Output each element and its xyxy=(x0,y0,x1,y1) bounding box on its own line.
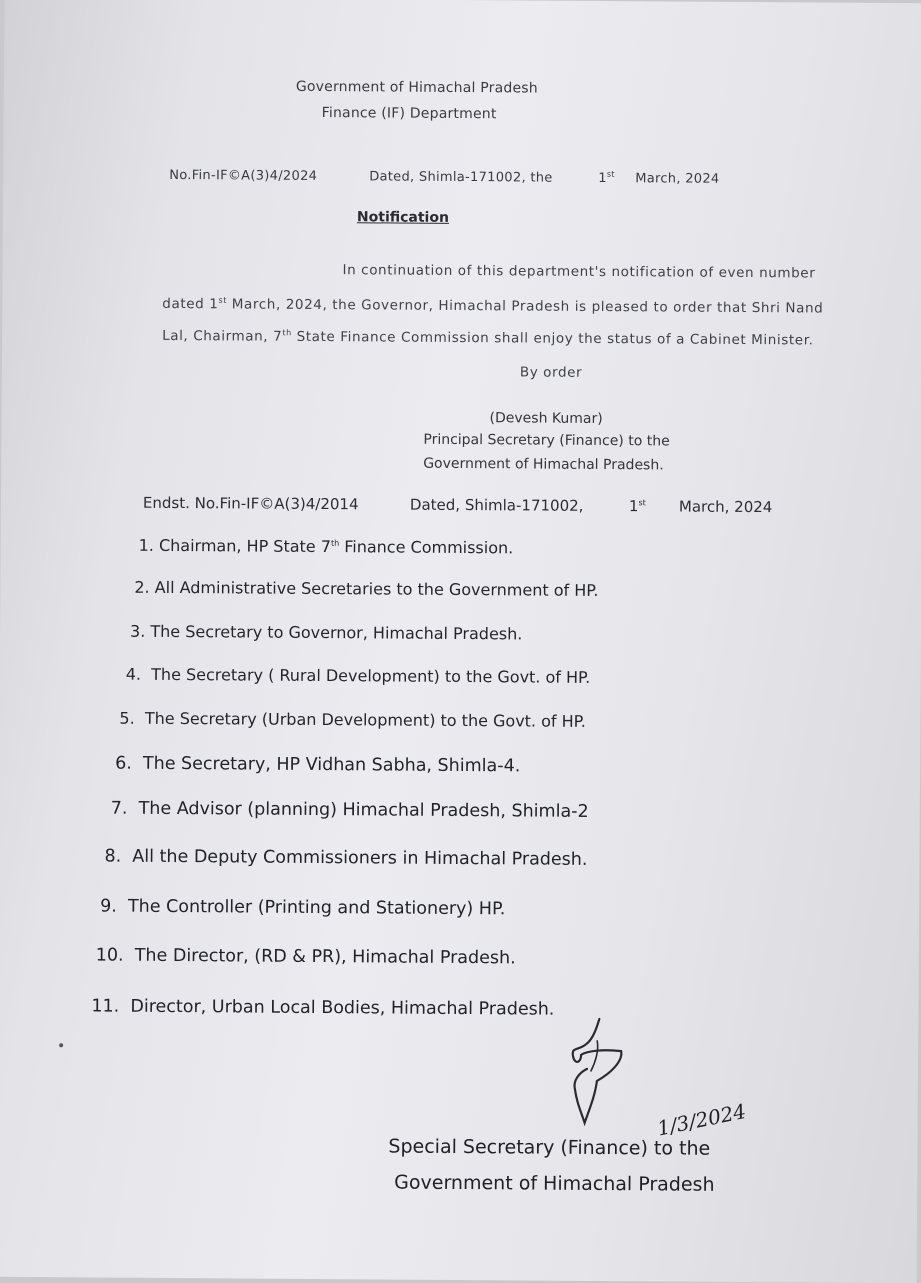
header-department: Finance (IF) Department xyxy=(321,105,497,123)
distribution-item: 9. The Controller (Printing and Stationery) HP. xyxy=(100,896,506,920)
reference-month-year: March, 2024 xyxy=(635,171,720,187)
distribution-item: 5. The Secretary (Urban Development) to the Govt. of HP. xyxy=(119,708,587,731)
header-government: Government of Himachal Pradesh xyxy=(295,78,538,97)
reference-dated: Dated, Shimla-171002, the xyxy=(369,169,553,186)
signatory-name: (Devesh Kumar) xyxy=(489,410,603,427)
distribution-item: 7. The Advisor (planning) Himachal Pradesh, Shimla-2 xyxy=(110,798,589,822)
distribution-item: 3. The Secretary to Governor, Himachal Pradesh. xyxy=(129,621,523,644)
distribution-item: 10. The Director, (RD & PR), Himachal Pradesh. xyxy=(95,945,516,969)
body-line-3: Lal, Chairman, 7th State Finance Commission shall enjoy the status of a Cabinet Minister. xyxy=(162,327,814,349)
handwritten-date: 1/3/2024 xyxy=(655,1098,748,1141)
body-line-2: dated 1st March, 2024, the Governor, Himachal Pradesh is pleased to order that Shri Nand xyxy=(162,295,824,317)
footer-designation: Special Secretary (Finance) to the xyxy=(388,1135,711,1160)
notification-title: Notification xyxy=(356,209,450,226)
endorsement-dated: Dated, Shimla-171002, xyxy=(409,495,584,515)
signatory-designation: Principal Secretary (Finance) to the xyxy=(423,431,670,450)
reference-day: 1st xyxy=(598,169,615,187)
distribution-item: 6. The Secretary, HP Vidhan Sabha, Shimla-4. xyxy=(115,753,521,777)
body-line-1: In continuation of this department's notification of even number xyxy=(342,262,816,282)
reference-number: No.Fin-IF©A(3)4/2024 xyxy=(169,167,318,184)
signatory-government: Government of Himachal Pradesh. xyxy=(423,455,664,474)
distribution-item: 4. The Secretary ( Rural Development) to the Govt. of HP. xyxy=(125,664,591,687)
handwritten-signature xyxy=(537,1011,648,1132)
distribution-item: 11. Director, Urban Local Bodies, Himachal Pradesh. xyxy=(91,996,555,1020)
endorsement-day: 1st xyxy=(628,497,646,516)
distribution-item: 2. All Administrative Secretaries to the Government of HP. xyxy=(134,577,599,600)
distribution-item: 8. All the Deputy Commissioners in Himachal Pradesh. xyxy=(104,846,588,870)
by-order: By order xyxy=(519,364,583,381)
endorsement-number: Endst. No.Fin-IF©A(3)4/2014 xyxy=(142,493,359,514)
footer-government: Government of Himachal Pradesh xyxy=(394,1171,715,1196)
endorsement-month-year: March, 2024 xyxy=(678,497,773,517)
ink-speck xyxy=(59,1043,63,1047)
distribution-item: 1. Chairman, HP State 7th Finance Commission. xyxy=(138,535,514,558)
